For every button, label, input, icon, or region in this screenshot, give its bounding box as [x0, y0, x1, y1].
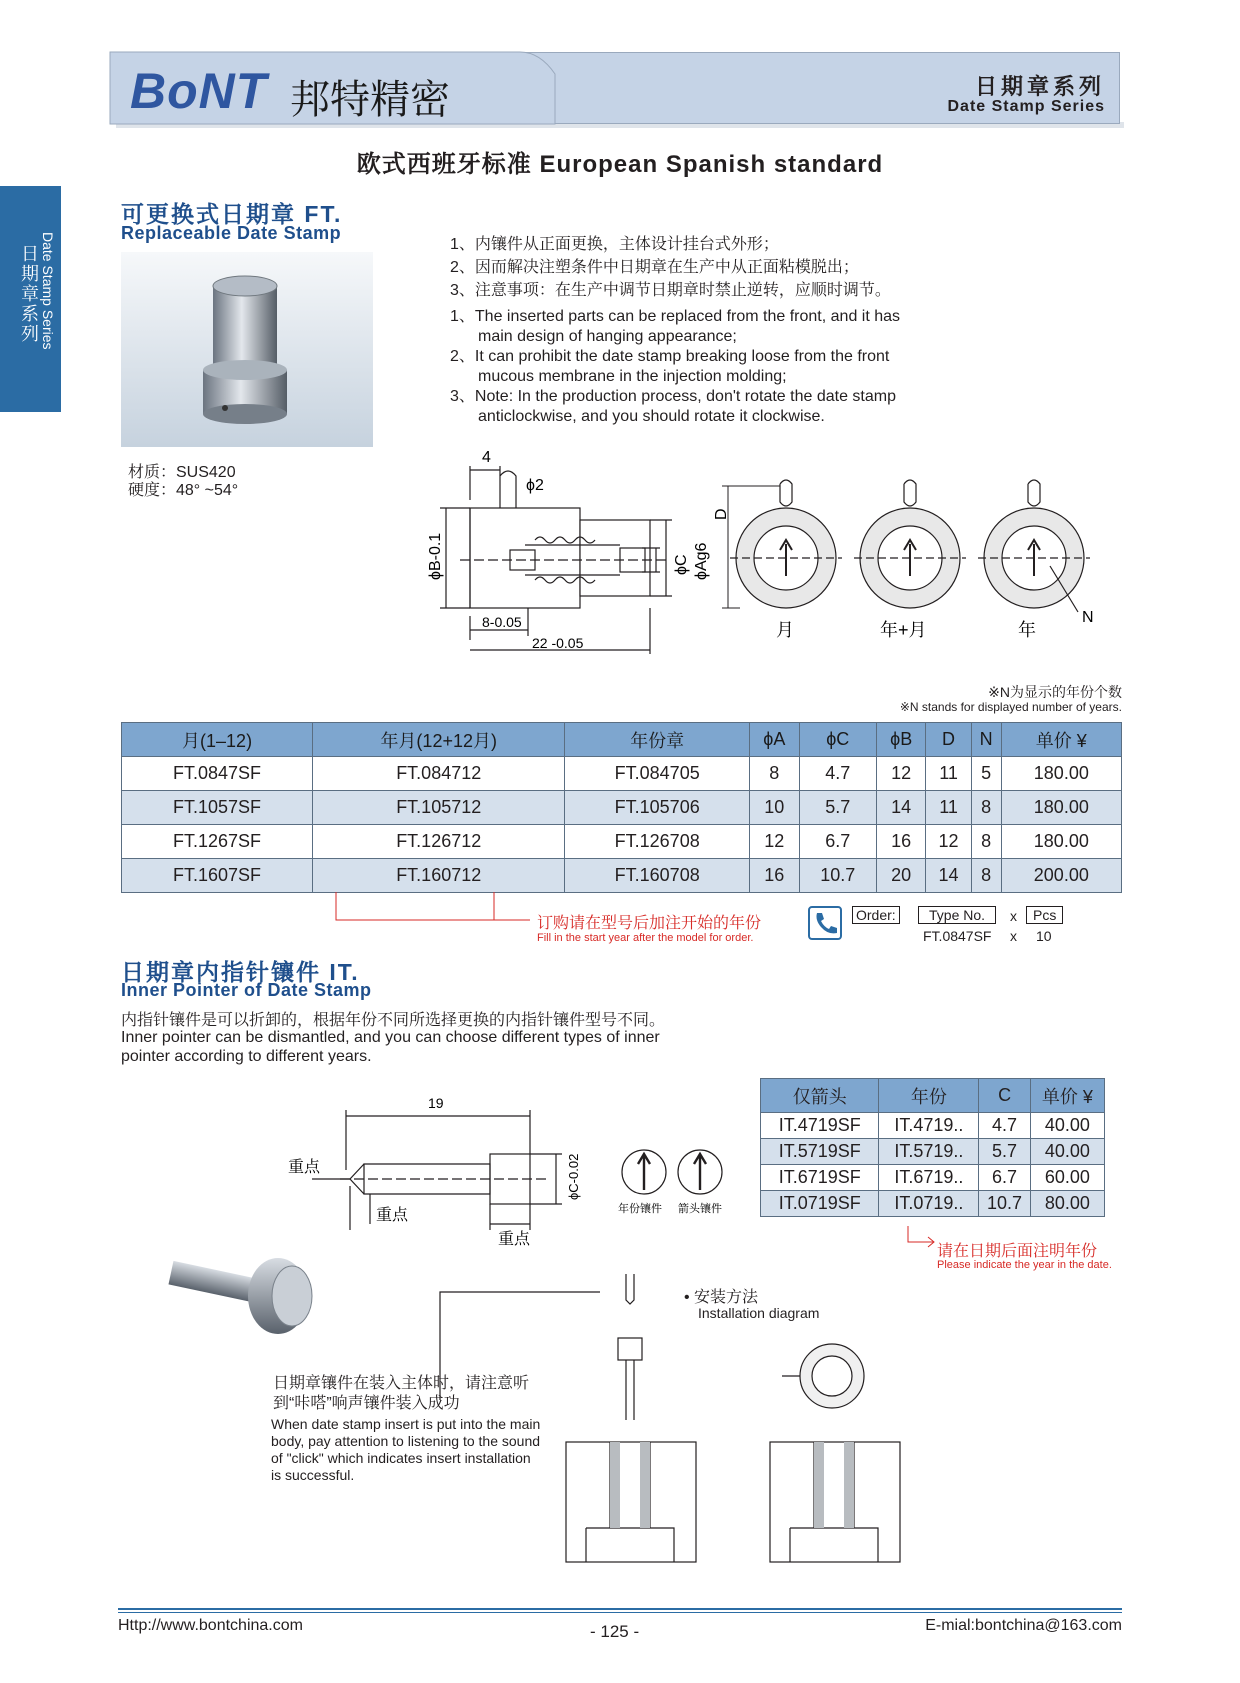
page-number: - 125 - [590, 1622, 640, 1641]
table-cell: FT.126708 [565, 825, 750, 859]
table-header-row [761, 1079, 1105, 1113]
table-cell: 10.7 [979, 1191, 1030, 1217]
table-cell: 5.7 [799, 791, 876, 825]
table-row [761, 1139, 1105, 1165]
label-year: 年 [1018, 620, 1036, 640]
dial-year-month-icon [854, 480, 966, 608]
ft-desc-cn-item: 3、注意事项：在生产中调节日期章时禁止逆转，应顺时调节。 [450, 282, 891, 299]
dim-phiA: ϕAg6 [693, 542, 710, 580]
ft-spec-table [121, 722, 1122, 893]
table-cell: IT.0719.. [879, 1191, 979, 1217]
label-arrow-insert: 箭头镶件 [678, 1203, 722, 1215]
phone-icon [808, 906, 842, 940]
table-header-row [122, 723, 1122, 757]
side-tab-label-en: Date Stamp Series [40, 232, 56, 350]
ft-description-cn [450, 233, 891, 302]
table-cell: 60.00 [1030, 1165, 1104, 1191]
ft-desc-en-item: 2、It can prohibit the date stamp breaking loose from the front mucous membrane in the injection molding; [450, 348, 890, 385]
table-cell: IT.5719SF [761, 1139, 879, 1165]
dim-22: 22 -0.05 [532, 635, 584, 651]
order-example-qty: 10 [1036, 928, 1052, 944]
year-note-cn: 请在日期后面注明年份 [937, 1243, 1098, 1260]
key-point-label: 重点 [498, 1231, 531, 1248]
dim-D: D [713, 508, 730, 520]
n-note-en: ※N stands for displayed number of years. [899, 700, 1122, 714]
year-note-en: Please indicate the year in the date. [937, 1259, 1112, 1271]
label-month: 月 [776, 620, 794, 640]
table-cell: 10.7 [799, 859, 876, 893]
standard-title: 欧式西班牙标准 European Spanish standard [356, 151, 884, 178]
table-cell: 8 [971, 791, 1001, 825]
table-cell: 180.00 [1001, 791, 1121, 825]
table-row [761, 1191, 1105, 1217]
click-note-en: When date stamp insert is put into the main body, pay attention to listening to the sound of "click" which indicates insert installation is successful. [271, 1416, 541, 1483]
n-note-cn: ※N为显示的年份个数 [988, 684, 1122, 700]
table-cell: 180.00 [1001, 825, 1121, 859]
table-header: 年份 [879, 1079, 979, 1113]
table-cell: 20 [876, 859, 926, 893]
table-header: 仅箭头 [761, 1079, 879, 1113]
ft-description-en [450, 307, 930, 427]
series-title-cn: 日期章系列 [974, 74, 1105, 99]
table-row [761, 1113, 1105, 1139]
ft-section-subtitle: Replaceable Date Stamp [121, 223, 342, 243]
footer-email[interactable]: E-mial:bontchina@163.com [925, 1617, 1122, 1634]
table-cell: 11 [926, 791, 971, 825]
table-cell: IT.4719SF [761, 1113, 879, 1139]
table-cell: FT.1057SF [122, 791, 313, 825]
table-cell: FT.160708 [565, 859, 750, 893]
ft-desc-en-item: 3、Note: In the production process, don't rotate the date stamp anticlockwise, and you should rotate it clockwise. [450, 388, 896, 425]
table-cell: 80.00 [1030, 1191, 1104, 1217]
table-header: ϕC [799, 723, 876, 757]
table-header: C [979, 1079, 1030, 1113]
table-cell: 14 [876, 791, 926, 825]
table-header: 月(1–12) [122, 723, 313, 757]
order-label: Order: [852, 906, 900, 924]
dim-8: 8-0.05 [482, 614, 522, 630]
table-header: ϕA [750, 723, 800, 757]
it-product-photo [160, 1240, 320, 1340]
date-stamp-photo-icon [121, 252, 373, 447]
ft-hardness: 硬度：48° ~54° [128, 482, 239, 499]
table-cell: 40.00 [1030, 1113, 1104, 1139]
label-year-month: 年+月 [880, 620, 927, 640]
ft-desc-en-item: 1、The inserted parts can be replaced from the front, and it has main design of hanging appearance; [450, 308, 901, 345]
order-example-times: x [1010, 928, 1017, 944]
table-cell: 16 [876, 825, 926, 859]
table-cell: IT.0719SF [761, 1191, 879, 1217]
table-cell: 12 [750, 825, 800, 859]
table-row [122, 757, 1122, 791]
it-description-cn: 内指针镶件是可以折卸的，根据年份不同所选择更换的内指针镶件型号不同。 [121, 1012, 666, 1029]
install-title-cn: • 安装方法 [684, 1289, 759, 1306]
table-header: D [926, 723, 971, 757]
table-cell: 180.00 [1001, 757, 1121, 791]
table-cell: IT.5719.. [879, 1139, 979, 1165]
footer-divider-thin [118, 1612, 1122, 1613]
table-cell: FT.105706 [565, 791, 750, 825]
table-header: N [971, 723, 1001, 757]
key-point-label: 重点 [376, 1207, 409, 1224]
ft-section-title: 可更换式日期章 FT. [121, 201, 343, 227]
table-cell: 11 [926, 757, 971, 791]
company-name-cn: 邦特精密 [290, 77, 450, 123]
table-cell: 6.7 [799, 825, 876, 859]
ft-desc-cn-item: 1、内镶件从正面更换，主体设计挂台式外形； [450, 236, 779, 253]
click-note-cn: 日期章镶件在装入主体时，请注意听到“咔嗒”响声镶件装入成功 [273, 1375, 530, 1412]
ft-material: 材质：SUS420 [128, 464, 236, 481]
table-cell: IT.4719.. [879, 1113, 979, 1139]
footer-divider [118, 1608, 1122, 1610]
dim-phiC: ϕC [673, 554, 690, 575]
hatch-fill [610, 1442, 854, 1528]
table-header: 单价 ¥ [1001, 723, 1121, 757]
it-description-en: Inner pointer can be dismantled, and you can choose different types of inner pointer according to different years. [121, 1029, 660, 1065]
table-cell: FT.084705 [565, 757, 750, 791]
order-times-sign: x [1010, 908, 1017, 924]
table-cell: FT.126712 [313, 825, 565, 859]
table-cell: 8 [971, 825, 1001, 859]
side-tab-label-cn: 日 期 章 系 列 [21, 244, 39, 344]
table-cell: 4.7 [799, 757, 876, 791]
order-type-no-box: Type No. [918, 906, 996, 924]
table-row [122, 859, 1122, 893]
it-section-subtitle: Inner Pointer of Date Stamp [121, 980, 372, 1000]
order-note-bracket [330, 892, 540, 922]
dial-month-icon [730, 480, 842, 608]
table-cell: 40.00 [1030, 1139, 1104, 1165]
table-cell: 8 [750, 757, 800, 791]
label-year-insert: 年份镶件 [618, 1203, 662, 1215]
install-title-en: Installation diagram [698, 1305, 820, 1321]
table-row [761, 1165, 1105, 1191]
ft-desc-cn-item: 2、因而解决注塑条件中日期章在生产中从正面粘模脱出； [450, 259, 859, 276]
ft-technical-drawing [410, 440, 1130, 670]
bont-logo: BoNT [130, 63, 268, 119]
table-header: 单价 ¥ [1030, 1079, 1104, 1113]
order-note-cn: 订购请在型号后加注开始的年份 [537, 915, 762, 932]
table-cell: 4.7 [979, 1113, 1030, 1139]
table-cell: FT.1607SF [122, 859, 313, 893]
table-cell: 10 [750, 791, 800, 825]
table-cell: FT.084712 [313, 757, 565, 791]
dim-N: N [1082, 609, 1094, 626]
table-cell: 8 [971, 859, 1001, 893]
ft-product-photo [121, 252, 373, 447]
table-cell: 6.7 [979, 1165, 1030, 1191]
dim-19: 19 [428, 1095, 444, 1111]
order-example-type: FT.0847SF [923, 928, 992, 944]
table-cell: 5.7 [979, 1139, 1030, 1165]
table-header: ϕB [876, 723, 926, 757]
dim-phiC-it: ϕC-0.02 [566, 1153, 581, 1200]
table-cell: FT.1267SF [122, 825, 313, 859]
dim-phi2: ϕ2 [526, 477, 544, 494]
it-section-title: 日期章内指针镶件 IT. [121, 959, 360, 985]
dial-year-icon [978, 480, 1090, 612]
table-cell: 12 [876, 757, 926, 791]
table-cell: 200.00 [1001, 859, 1121, 893]
series-title-en: Date Stamp Series [947, 98, 1105, 115]
table-cell: 12 [926, 825, 971, 859]
table-cell: 14 [926, 859, 971, 893]
table-cell: FT.160712 [313, 859, 565, 893]
table-cell: 16 [750, 859, 800, 893]
it-technical-drawing [280, 1090, 740, 1250]
dim-4: 4 [482, 449, 491, 466]
table-cell: IT.6719.. [879, 1165, 979, 1191]
table-header: 年月(12+12月) [313, 723, 565, 757]
table-cell: 5 [971, 757, 1001, 791]
table-cell: FT.0847SF [122, 757, 313, 791]
order-note-en: Fill in the start year after the model for order. [537, 932, 754, 944]
table-cell: FT.105712 [313, 791, 565, 825]
table-row [122, 825, 1122, 859]
dim-phiB: ϕB-0.1 [427, 532, 444, 580]
table-cell: IT.6719SF [761, 1165, 879, 1191]
install-title-cn-text: 安装方法 [694, 1289, 759, 1306]
table-header: 年份章 [565, 723, 750, 757]
it-spec-table [760, 1078, 1105, 1217]
key-point-label: 重点 [288, 1159, 321, 1176]
table-row [122, 791, 1122, 825]
footer-url[interactable]: Http://www.bontchina.com [118, 1617, 303, 1634]
order-pcs-box: Pcs [1026, 906, 1063, 924]
